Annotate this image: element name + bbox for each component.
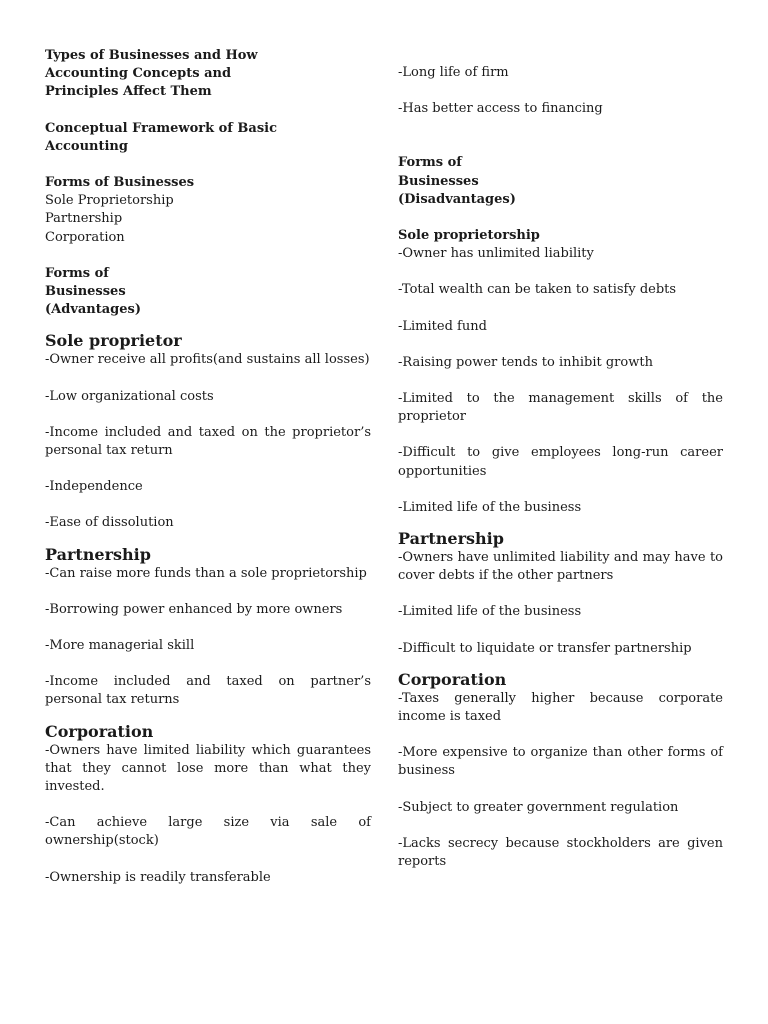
list-item: Sole Proprietorship (45, 193, 174, 209)
right-column (398, 64, 723, 871)
list-item: -Income included and taxed on the proprietor’s personal tax return (45, 424, 371, 459)
list-item: -Income included and taxed on partner’s personal tax returns (45, 674, 371, 708)
list-item: -Lacks secrecy because stockholders are given reports (398, 835, 723, 870)
list-item: -Total wealth can be taken to satisfy debts (398, 282, 677, 298)
list-item: -Can achieve large size via sale of ownership(stock) (45, 815, 371, 849)
list-item: -Ownership is readily transferable (45, 869, 271, 885)
list-item: -Limited life of the business (398, 604, 582, 620)
section-heading-partnership: Partnership (45, 544, 151, 564)
section-heading-sole-proprietorship: Sole proprietorship (398, 228, 540, 244)
list-item: -Taxes generally higher because corporate income is taxed (398, 690, 723, 725)
list-item: -Owners have limited liability which guarantees that they cannot lose more than what they invested. (45, 742, 371, 795)
section-heading-corporation: Corporation (398, 669, 507, 689)
list-item: -Independence (45, 479, 143, 495)
list-item: -Difficult to give employees long-run career opportunities (398, 445, 723, 479)
section-heading-sole-proprietor: Sole proprietor (45, 331, 182, 351)
disadvantages-heading: Forms of Businesses (Disadvantages) (398, 155, 516, 207)
list-item: -Low organizational costs (45, 388, 214, 404)
document-title: Types of Businesses and How Accounting Concepts and Principles Affect Them (45, 48, 258, 100)
list-item: -Has better access to financing (398, 101, 603, 117)
list-item: -Limited to the management skills of the proprietor (398, 391, 723, 425)
list-item: -Owner has unlimited liability (398, 246, 594, 262)
left-column (45, 47, 371, 887)
list-item: -Borrowing power enhanced by more owners (45, 601, 343, 617)
list-item: -Can raise more funds than a sole proprietorship (45, 565, 367, 581)
list-item: Partnership (45, 211, 123, 227)
advantages-heading: Forms of Businesses (Advantages) (45, 265, 142, 318)
list-item: -Subject to greater government regulation (398, 799, 679, 815)
list-item: -Limited fund (398, 318, 487, 334)
list-item: Corporation (45, 229, 125, 245)
list-item: -Ease of dissolution (45, 515, 174, 531)
list-item: -More expensive to organize than other forms of business (398, 745, 723, 779)
forms-heading: Forms of Businesses (45, 175, 195, 191)
framework-heading: Conceptual Framework of Basic Accounting (45, 120, 278, 154)
list-item: -Owner receive all profits(and sustains all losses) (45, 352, 370, 368)
section-heading-partnership: Partnership (398, 529, 504, 549)
list-item: -Limited life of the business (398, 499, 582, 515)
section-heading-corporation: Corporation (45, 721, 154, 741)
list-item: -Long life of firm (398, 65, 509, 80)
list-item: -Owners have unlimited liability and may have to cover debts if the other partners (398, 550, 723, 584)
list-item: -Difficult to liquidate or transfer partnership (398, 640, 692, 656)
forms-list (45, 192, 371, 247)
list-item: -More managerial skill (45, 638, 195, 654)
list-item: -Raising power tends to inhibit growth (398, 354, 653, 370)
